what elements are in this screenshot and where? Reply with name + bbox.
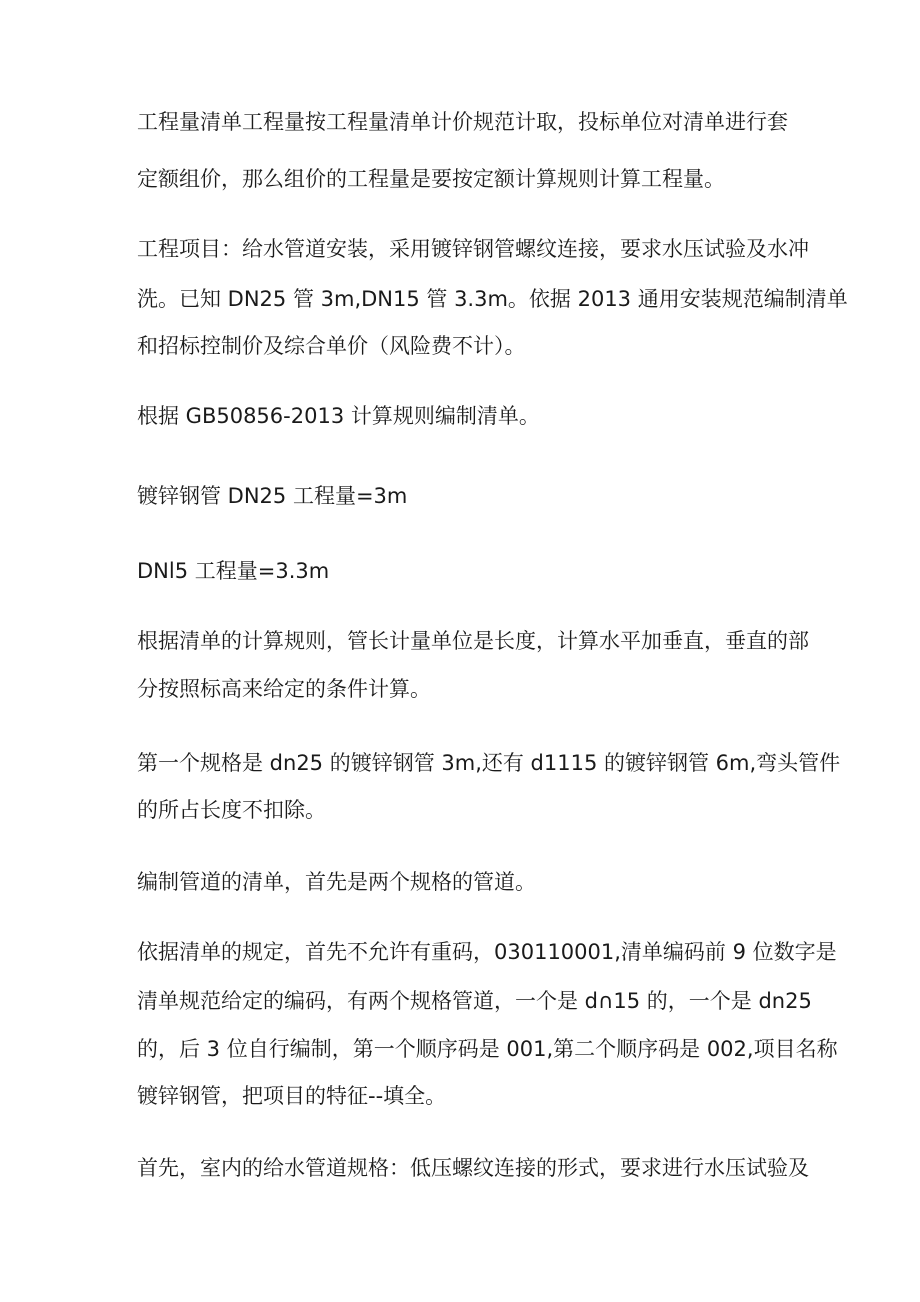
text-line-4: 洗。已知 DN25 管 3m,DN15 管 3.3m。依据 2013 通用安装规范编制清单 [137, 287, 848, 311]
text-line-2: 定额组价，那么组价的工程量是要按定额计算规则计算工程量。 [137, 167, 725, 191]
text-line-12: 的所占长度不扣除。 [137, 798, 326, 822]
text-line-6: 根据 GB50856-2013 计算规则编制清单。 [137, 404, 540, 428]
text-line-11: 第一个规格是 dn25 的镀锌钢管 3m,还有 d1115 的镀锌钢管 6m,弯头管件 [137, 751, 841, 775]
text-line-1: 工程量清单工程量按工程量清单计价规范计取，投标单位对清单进行套 [137, 110, 788, 134]
text-line-9: 根据清单的计算规则，管长计量单位是长度，计算水平加垂直，垂直的部 [137, 629, 809, 653]
text-line-7: 镀锌钢管 DN25 工程量=3m [137, 484, 408, 508]
text-line-18: 首先，室内的给水管道规格：低压螺纹连接的形式，要求进行水压试验及 [137, 1156, 809, 1180]
text-line-14: 依据清单的规定，首先不允许有重码，030110001,清单编码前 9 位数字是 [137, 940, 837, 964]
text-line-17: 镀锌钢管，把项目的特征--填全。 [137, 1084, 447, 1108]
text-line-3: 工程项目：给水管道安装，采用镀锌钢管螺纹连接，要求水压试验及水冲 [137, 237, 809, 261]
text-line-5: 和招标控制价及综合单价（风险费不计）。 [137, 334, 526, 358]
text-line-15: 清单规范给定的编码，有两个规格管道，一个是 d∩15 的，一个是 dn25 [137, 989, 812, 1013]
text-line-13: 编制管道的清单，首先是两个规格的管道。 [137, 870, 536, 894]
text-line-16: 的，后 3 位自行编制，第一个顺序码是 001,第二个顺序码是 002,项目名称 [137, 1037, 838, 1061]
text-line-8: DNl5 工程量=3.3m [137, 559, 330, 583]
text-line-10: 分按照标高来给定的条件计算。 [137, 677, 431, 701]
